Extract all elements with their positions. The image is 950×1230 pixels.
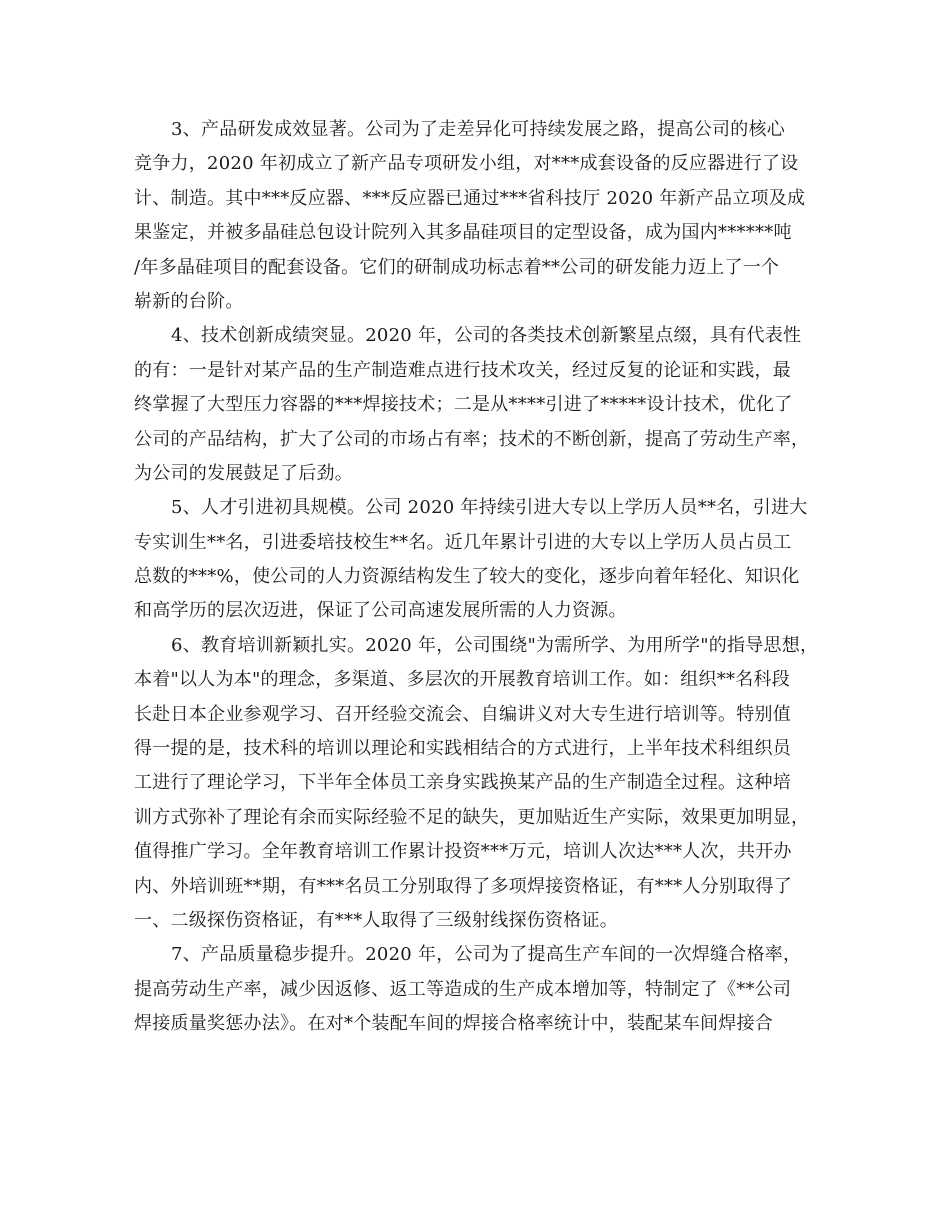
paragraph-line: 的有：一是针对某产品的生产制造难点进行技术攻关，经过反复的论证和实践，最 — [134, 359, 791, 381]
paragraph-line: 崭新的台阶。 — [134, 290, 244, 312]
paragraph-line: 长赴日本企业参观学习、召开经验交流会、自编讲义对大专生进行培训等。特别值 — [134, 703, 791, 725]
paragraph-line: 计、制造。其中***反应器、***反应器已通过***省科技厅 2020 年新产品立项及成 — [134, 187, 806, 209]
paragraph-line: 5、人才引进初具规模。公司 2020 年持续引进大专以上学历人员**名，引进大 — [171, 497, 808, 519]
paragraph-line: 内、外培训班**期，有***名员工分别取得了多项焊接资格证，有***人分别取得了 — [134, 875, 792, 897]
paragraph-3 — [134, 113, 824, 319]
paragraph-line: 提高劳动生产率，减少因返修、返工等造成的生产成本增加等，特制定了《**公司 — [134, 978, 792, 1000]
paragraph-line: 为公司的发展鼓足了后劲。 — [134, 462, 353, 484]
paragraph-line: 一、二级探伤资格证，有***人取得了三级射线探伤资格证。 — [134, 909, 618, 931]
paragraph-line: 3、产品研发成效显著。公司为了走差异化可持续发展之路，提高公司的核心 — [171, 119, 785, 140]
paragraph-6 — [134, 629, 824, 939]
paragraph-line: 公司的产品结构，扩大了公司的市场占有率；技术的不断创新，提高了劳动生产率， — [134, 428, 810, 450]
paragraph-line: 总数的***%，使公司的人力资源结构发生了较大的变化，逐步向着年轻化、知识化 — [134, 566, 800, 588]
paragraph-line: 训方式弥补了理论有余而实际经验不足的缺失，更加贴近生产实际，效果更加明显， — [134, 806, 810, 828]
document-body — [134, 113, 824, 1042]
paragraph-line: 专实训生**名，引进委培技校生**名。近几年累计引进的大专以上学历人员占员工 — [134, 531, 792, 553]
paragraph-line: 工进行了理论学习，下半年全体员工亲身实践换某产品的生产制造全过程。这种培 — [134, 772, 791, 794]
paragraph-line: 7、产品质量稳步提升。2020 年，公司为了提高生产车间的一次焊缝合格率， — [171, 944, 802, 966]
paragraph-line: 值得推广学习。全年教育培训工作累计投资***万元，培训人次达***人次，共开办 — [134, 841, 792, 863]
paragraph-line: 竞争力，2020 年初成立了新产品专项研发小组，对***成套设备的反应器进行了设 — [134, 153, 799, 175]
paragraph-line: 终掌握了大型压力容器的***焊接技术；二是从****引进了*****设计技术，优化了 — [134, 394, 793, 416]
paragraph-line: 果鉴定，并被多晶硅总包设计院列入其多晶硅项目的定型设备，成为国内******吨 — [134, 222, 792, 244]
paragraph-5 — [134, 491, 824, 629]
paragraph-7 — [134, 938, 824, 1041]
paragraph-line: 得一提的是，技术科的培训以理论和实践相结合的方式进行，上半年技术科组织员 — [134, 738, 791, 760]
paragraph-line: 6、教育培训新颖扎实。2020 年，公司围绕"为需所学、为用所学"的指导思想， — [171, 634, 819, 656]
paragraph-line: 焊接质量奖惩办法》。在对*个装配车间的焊接合格率统计中，装配某车间焊接合 — [134, 1013, 773, 1035]
paragraph-line: 本着"以人为本"的理念，多渠道、多层次的开展教育培训工作。如：组织**名科段 — [134, 669, 791, 691]
paragraph-4 — [134, 319, 824, 491]
paragraph-line: 4、技术创新成绩突显。2020 年，公司的各类技术创新繁星点缀，具有代表性 — [171, 325, 802, 347]
paragraph-line: /年多晶硅项目的配套设备。它们的研制成功标志着**公司的研发能力迈上了一个 — [134, 256, 780, 278]
paragraph-line: 和高学历的层次迈进，保证了公司高速发展所需的人力资源。 — [134, 600, 627, 622]
